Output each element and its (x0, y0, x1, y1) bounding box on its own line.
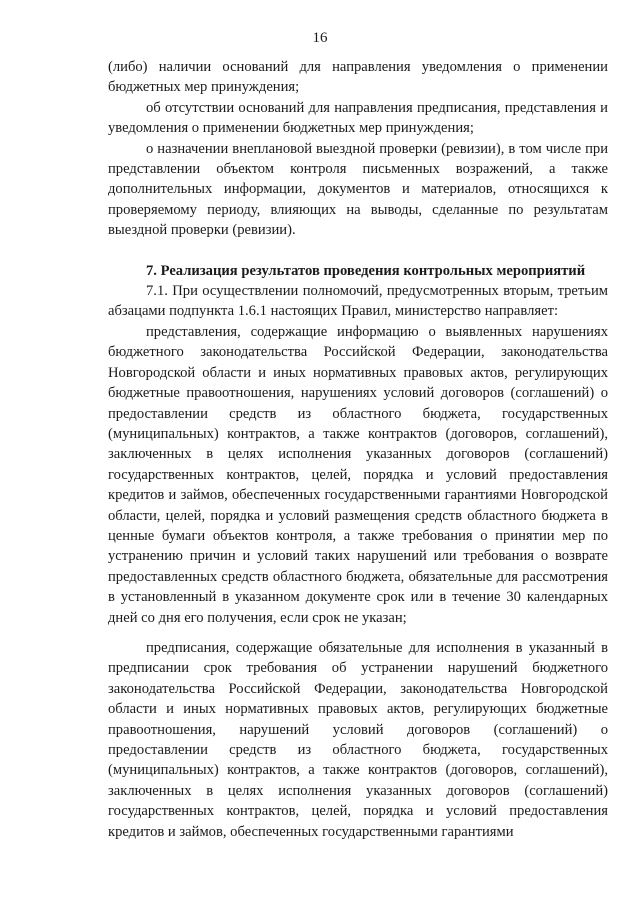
paragraph: (либо) наличии оснований для направления уведомления о применении бюджетных мер принуждения; (108, 59, 608, 96)
paragraph: 7.1. При осуществлении полномочий, предусмотренных вторым, третьим абзацами подпункта 1.6.1 настоящих Правил, министерство направляет: (108, 283, 608, 320)
document-body (108, 57, 608, 842)
paragraph: о назначении внеплановой выездной проверки (ревизии), в том числе при представлении объектом контроля письменных возражений, а также дополнительных информации, документов и материалов, относящихся к проверяемому периоду, влияющих на выводы, сделанные по результатам выездной проверки (ревизии). (108, 140, 608, 239)
page-number: 16 (312, 30, 328, 46)
paragraph: представления, содержащие информацию о выявленных нарушениях бюджетного законодательства Российской Федерации, законодательства Новгородской области и иных нормативных правовых актов, регулирующих бюджетные правоотношения, нарушениях условий договоров (соглашений) о предоставлении средств из областного бюджета, государственных (муниципальных) контрактов, а также контрактов (договоров, соглашений), заключенных в целях исполнения указанных договоров (соглашений) государственных контрактов, целей, порядка и условий предоставления кредитов и займов, обеспеченных государственными гарантиями Новгородской области, целей, порядка и условий размещения средств областного бюджета в ценные бумаги объектов контроля, а также требования о принятии мер по устранению причин и условий таких нарушений или требования о возврате предоставленных средств областного бюджета, обязательные для рассмотрения в установленный в указанном документе срок или в течение 30 календарных дней со дня его получения, если срок не указан; (108, 323, 608, 626)
paragraph: предписания, содержащие обязательные для исполнения в указанный в предписании срок требования об устранении нарушений бюджетного законодательства Российской Федерации, законодательства Новгородской области и иных нормативных правовых актов, регулирующих бюджетные правоотношения, нарушений условий договоров (соглашений) о предоставлении средств из областного бюджета, государственных (муниципальных) контрактов, а также контрактов (договоров, соглашений), заключенных в целях исполнения указанных договоров (соглашений) государственных контрактов, целей, порядка и условий предоставления кредитов и займов, обеспеченных государственными гарантиями (108, 639, 608, 840)
paragraph: об отсутствии оснований для направления предписания, представления и уведомления о применении бюджетных мер принуждения; (108, 99, 608, 137)
section-heading: 7. Реализация результатов проведения контрольных мероприятий (146, 262, 586, 279)
